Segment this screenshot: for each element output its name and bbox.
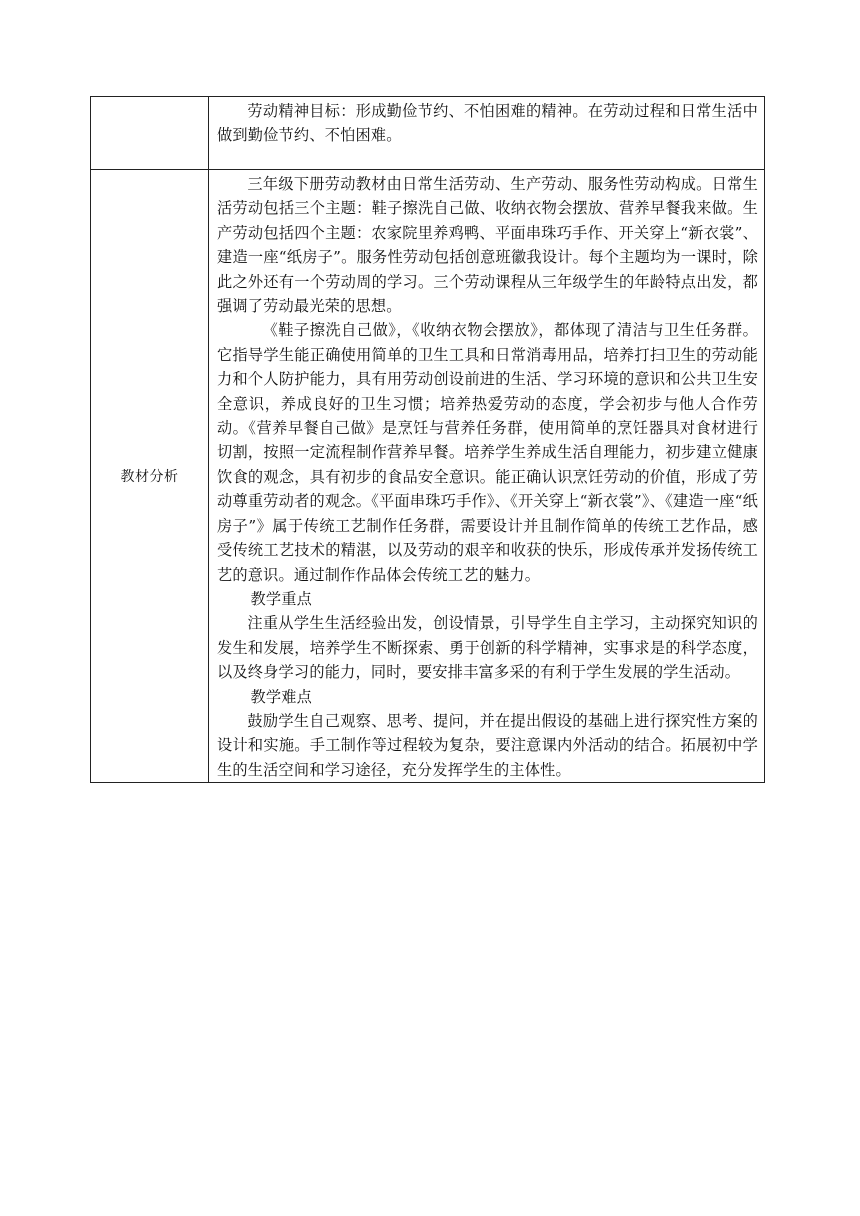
labor-spirit-goal-text: 劳动精神目标：形成勤俭节约、不怕困难的精神。在劳动过程和日常生活中做到勤俭节约、不怕困难。 (217, 102, 758, 145)
teaching-difficulty-heading: 教学难点 (250, 687, 312, 706)
row-label-empty (91, 97, 209, 170)
analysis-paragraph-task-groups: 《鞋子擦洗自己做》，《收纳衣物会摆放》，都体现了清洁与卫生任务群。它指导学生能正确使用简单的卫生工具和日常消毒用品，培养打扫卫生的劳动能力和个人防护能力，具有用劳动创设前进的生活、学习环境的意识和公共卫生安全意识，养成良好的卫生习惯；培养热爱劳动的态度，学会初步与他人合作劳动。《营养早餐自己做》是烹饪与营养任务群，使用简单的烹饪器具对食材进行切割，按照一定流程制作营养早餐。培养学生养成生活自理能力，初步建立健康饮食的观念，具有初步的食品安全意识。能正确认识烹饪劳动的价值，形成了劳动尊重劳动者的观念。《平面串珠巧手作》、《开关穿上“新衣裳”》、《建造一座“纸房子”》属于传统工艺制作任务群，需要设计并且制作简单的传统工艺作品，感受传统工艺技术的精湛，以及劳动的艰辛和收获的快乐，形成传承并发扬传统工艺的意识。通过制作作品体会传统工艺的魅力。 (217, 321, 758, 584)
table-row-textbook-analysis (91, 170, 765, 783)
teaching-difficulty-text: 鼓励学生自己观察、思考、提问，并在提出假设的基础上进行探究性方案的设计和实施。手工制作等过程较为复杂，要注意课内外活动的结合。拓展初中学生的生活空间和学习途径，充分发挥学生的主体性。 (217, 711, 758, 779)
table-row-labor-spirit (91, 97, 765, 170)
textbook-analysis-label: 教材分析 (91, 170, 209, 783)
teaching-focus-text: 注重从学生生活经验出发，创设情景，引导学生自主学习，主动探究知识的发生和发展，培养学生不断探索、勇于创新的科学精神，实事求是的科学态度，以及终身学习的能力，同时，要安排丰富多采的有利于学生发展的学生活动。 (217, 614, 758, 682)
labor-spirit-goal-cell (209, 97, 765, 170)
lesson-plan-table (90, 96, 765, 783)
textbook-analysis-cell (209, 170, 765, 783)
analysis-paragraph-overview: 三年级下册劳动教材由日常生活劳动、生产劳动、服务性劳动构成。日常生活劳动包括三个主题：鞋子擦洗自己做、收纳衣物会摆放、营养早餐我来做。生产劳动包括四个主题：农家院里养鸡鸭、平面串珠巧手作、开关穿上“新衣裳”、建造一座“纸房子”。服务性劳动包括创意班徽我设计。每个主题均为一课时，除此之外还有一个劳动周的学习。三个劳动课程从三年级学生的年龄特点出发，都强调了劳动最光荣的思想。 (217, 175, 758, 316)
teaching-focus-heading: 教学重点 (250, 589, 312, 608)
